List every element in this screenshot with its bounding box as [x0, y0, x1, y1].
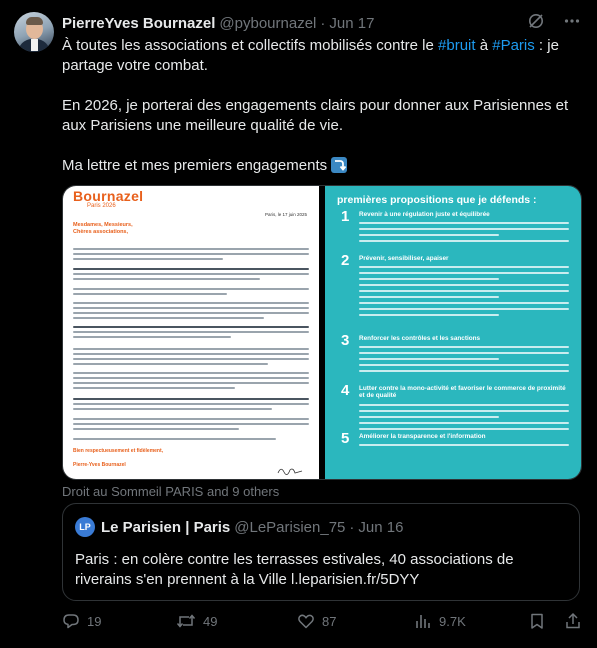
- signature-icon: [277, 465, 303, 475]
- program-text-line: [359, 428, 569, 430]
- quoted-avatar: LP: [75, 517, 95, 537]
- quoted-tweet[interactable]: [62, 503, 580, 601]
- reply-button[interactable]: [62, 612, 101, 630]
- quoted-text: Paris : en colère contre les terrasses estivales, 40 associations de riverains s'en prennent à la Ville l.leparisien.fr/5DYY: [75, 551, 514, 588]
- text-segment: à: [475, 37, 493, 54]
- attached-images[interactable]: [62, 185, 582, 480]
- letter-text-line: [73, 326, 309, 328]
- social-context[interactable]: [62, 484, 279, 499]
- letter-image[interactable]: [63, 186, 319, 479]
- author-avatar[interactable]: [14, 12, 54, 52]
- like-count: 87: [322, 613, 337, 629]
- program-text-line: [359, 410, 569, 412]
- reply-icon: [62, 612, 80, 630]
- letter-text-line: [73, 248, 309, 250]
- program-text-line: [359, 302, 569, 304]
- program-text-line: [359, 346, 569, 348]
- letter-text-line: [73, 288, 309, 290]
- letter-brand-sub: Paris 2026: [87, 203, 116, 209]
- program-text-line: [359, 296, 499, 298]
- letter-salutation: [73, 222, 133, 236]
- program-item-number: 5: [341, 430, 350, 447]
- letter-text-line: [73, 317, 264, 319]
- hashtag-bruit[interactable]: #bruit: [438, 37, 476, 54]
- repost-button[interactable]: [176, 612, 217, 630]
- letter-text-line: [73, 428, 239, 430]
- tweet-header: [62, 13, 374, 33]
- author-name[interactable]: PierreYves Bournazel: [62, 14, 216, 32]
- program-text-line: [359, 444, 569, 446]
- program-title-text: premières propositions que je défends :: [337, 194, 537, 206]
- social-context-text: Droit au Sommeil PARIS and 9 others: [62, 484, 280, 499]
- letter-text-line: [73, 372, 309, 374]
- text-segment: À toutes les associations et collectifs mobilisés contre le: [62, 37, 439, 54]
- letter-text-line: [73, 312, 309, 314]
- program-text-line: [359, 272, 569, 274]
- text-segment: Ma lettre et mes premiers engagements: [62, 157, 328, 174]
- quoted-handle: @LeParisien_75: [234, 518, 346, 536]
- post-date[interactable]: Jun 17: [329, 14, 375, 32]
- letter-text-line: [73, 423, 309, 425]
- letter-text-line: [73, 353, 309, 355]
- letter-signature-name: Pierre-Yves Bournazel: [73, 462, 126, 468]
- letter-closing: Bien respectueusement et fidèlement,: [73, 448, 164, 454]
- letter-text-line: [73, 331, 309, 333]
- letter-brand: Bournazel: [73, 188, 144, 204]
- program-text-line: [359, 228, 569, 230]
- program-item-number: 4: [341, 382, 350, 399]
- program-item-title: Revenir à une régulation juste et équilibrée: [359, 211, 490, 218]
- tweet-paragraph-3: [62, 156, 587, 176]
- program-text-line: [359, 422, 569, 424]
- repost-count: 49: [203, 613, 218, 629]
- bookmark-button[interactable]: [528, 612, 546, 630]
- program-item-number: 2: [341, 252, 350, 269]
- program-text-line: [359, 284, 569, 286]
- program-item-title: Prévenir, sensibiliser, apaiser: [359, 255, 449, 262]
- program-item-title: Lutter contre la mono-activité et favoriser le commerce de proximité et de qualité: [359, 385, 566, 399]
- program-text-line: [359, 240, 569, 242]
- letter-text-line: [73, 382, 309, 384]
- heart-icon: [297, 612, 315, 630]
- program-text-line: [359, 358, 499, 360]
- letter-text-line: [73, 387, 235, 389]
- salutation-line: Chères associations,: [73, 229, 129, 235]
- letter-text-line: [73, 258, 223, 260]
- views-icon: [414, 612, 432, 630]
- repost-icon: [176, 612, 196, 630]
- letter-text-line: [73, 336, 231, 338]
- action-bar: [62, 612, 587, 634]
- letter-text-line: [73, 268, 309, 270]
- letter-text-line: [73, 302, 309, 304]
- program-text-line: [359, 416, 499, 418]
- program-title: [337, 186, 577, 206]
- top-actions: [527, 12, 581, 30]
- letter-text-line: [73, 253, 309, 255]
- letter-text-line: [73, 438, 276, 440]
- program-text-line: [359, 266, 569, 268]
- bookmark-icon: [528, 612, 546, 630]
- letter-text-line: [73, 408, 272, 410]
- program-item-title: Améliorer la transparence et l'information: [359, 433, 486, 440]
- tweet-paragraph-2: En 2026, je porterai des engagements clairs pour donner aux Parisiennes et aux Parisiens une meilleure qualité de vie.: [62, 97, 569, 134]
- program-text-line: [359, 222, 569, 224]
- program-item-number: 1: [341, 208, 350, 225]
- quoted-name: Le Parisien | Paris: [101, 518, 231, 536]
- letter-text-line: [73, 403, 309, 405]
- program-text-line: [359, 352, 569, 354]
- program-text-line: [359, 314, 499, 316]
- program-item-title: Renforcer les contrôles et les sanctions: [359, 335, 481, 342]
- like-button[interactable]: [297, 612, 336, 630]
- program-text-line: [359, 234, 499, 236]
- program-text-line: [359, 308, 569, 310]
- more-options-icon[interactable]: [563, 12, 581, 30]
- letter-text-line: [73, 418, 309, 420]
- program-text-line: [359, 370, 569, 372]
- author-handle[interactable]: @pybournazel: [219, 14, 317, 32]
- tweet-paragraph-1: [62, 36, 587, 76]
- letter-text-line: [73, 307, 309, 309]
- letter-text-line: [73, 293, 227, 295]
- quoted-header: [75, 517, 403, 537]
- program-image[interactable]: [325, 186, 581, 479]
- letter-text-line: [73, 377, 309, 379]
- separator: ·: [349, 518, 355, 536]
- quoted-date: Jun 16: [358, 518, 404, 536]
- share-button[interactable]: [564, 612, 582, 630]
- letter-text-line: [73, 273, 309, 275]
- letter-text-line: [73, 398, 309, 400]
- program-text-line: [359, 290, 569, 292]
- views-count: 9.7K: [439, 613, 466, 629]
- program-text-line: [359, 364, 569, 366]
- letter-text-line: [73, 348, 309, 350]
- tweet-text: [62, 36, 587, 176]
- program-text-line: [359, 404, 569, 406]
- reply-count: 19: [87, 613, 102, 629]
- letter-text-line: [73, 358, 309, 360]
- letter-text-line: [73, 278, 260, 280]
- program-item-number: 3: [341, 332, 350, 349]
- views-button[interactable]: [414, 612, 466, 630]
- arrow-down-emoji-icon: [331, 157, 347, 173]
- letter-text-line: [73, 363, 268, 365]
- hashtag-paris[interactable]: #Paris: [492, 37, 535, 54]
- grok-icon[interactable]: [527, 12, 545, 30]
- separator: ·: [320, 14, 326, 32]
- salutation-line: Mesdames, Messieurs,: [73, 222, 133, 228]
- share-icon: [564, 612, 582, 630]
- program-text-line: [359, 278, 499, 280]
- text-segment: : je partage votre combat.: [62, 37, 559, 74]
- letter-date: Paris, le 17 juin 2025: [264, 212, 307, 217]
